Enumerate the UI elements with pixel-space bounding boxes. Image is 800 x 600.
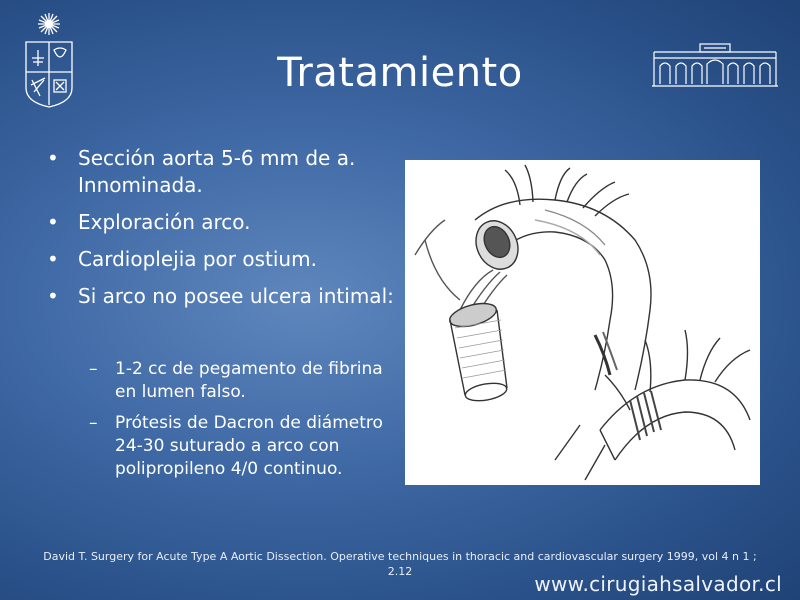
bullet-item: • Sección aorta 5-6 mm de a. Innominada. <box>45 145 405 199</box>
sub-bullet-item: – Prótesis de Dacron de diámetro 24-30 suturado a arco con polipropileno 4/0 continuo. <box>45 412 385 481</box>
bullet-item: • Exploración arco. <box>45 209 405 236</box>
citation: David T. Surgery for Acute Type A Aortic Dissection. Operative techniques in thoracic and cardiovascular surgery 1999, vol 4 n 1 ; 2.12 <box>43 550 757 578</box>
slide-title: Tratamiento <box>277 50 523 96</box>
sub-bullet-item: – 1-2 cc de pegamento de fibrina en lumen falso. <box>45 358 385 404</box>
bullet-list <box>45 145 405 320</box>
sub-bullet-list <box>45 358 385 489</box>
bullet-item: • Si arco no posee ulcera intimal: <box>45 283 405 310</box>
aortic-repair-illustration <box>405 160 760 485</box>
bullet-item: • Cardioplejia por ostium. <box>45 246 405 273</box>
website-url: www.cirugiahsalvador.cl <box>534 572 782 596</box>
